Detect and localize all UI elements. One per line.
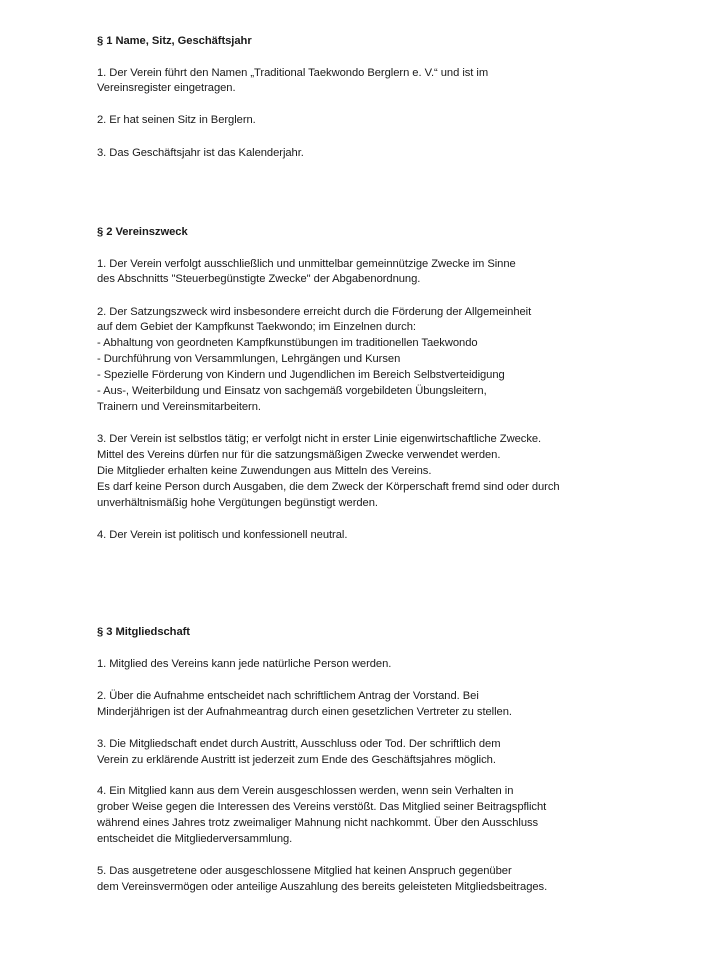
paragraph-line: während eines Jahres trotz zweimaliger Mahnung nicht nachkommt. Über den Ausschluss <box>97 817 539 829</box>
paragraph-line: Trainern und Vereinsmitarbeitern. <box>97 401 261 413</box>
paragraph-line: Die Mitglieder erhalten keine Zuwendungen aus Mitteln des Vereins. <box>97 465 432 477</box>
paragraph-line: 1. Der Verein führt den Namen „Traditional Taekwondo Berglern e. V.“ und ist im <box>97 67 489 79</box>
paragraph-line: Mittel des Vereins dürfen nur für die satzungsmäßigen Zwecke verwendet werden. <box>97 449 501 461</box>
paragraph-line: 3. Das Geschäftsjahr ist das Kalenderjahr. <box>97 147 304 159</box>
list-item: - Durchführung von Versammlungen, Lehrgängen und Kursen <box>97 353 401 365</box>
paragraph-line: grober Weise gegen die Interessen des Vereins verstößt. Das Mitglied seiner Beitragspflicht <box>97 801 547 813</box>
section-heading: § 3 Mitgliedschaft <box>97 626 190 638</box>
paragraph-line: 5. Das ausgetretene oder ausgeschlossene Mitglied hat keinen Anspruch gegenüber <box>97 865 512 877</box>
list-item: - Spezielle Förderung von Kindern und Jugendlichen im Bereich Selbstverteidigung <box>97 369 505 381</box>
paragraph-line: 3. Der Verein ist selbstlos tätig; er verfolgt nicht in erster Linie eigenwirtschaftliche Zwecke. <box>97 433 542 445</box>
paragraph-line: auf dem Gebiet der Kampfkunst Taekwondo; im Einzelnen durch: <box>97 321 416 333</box>
paragraph-line: dem Vereinsvermögen oder anteilige Auszahlung des bereits geleisteten Mitgliedsbeitrages. <box>97 881 548 893</box>
paragraph-line: 1. Mitglied des Vereins kann jede natürliche Person werden. <box>97 658 392 670</box>
paragraph-line: 3. Die Mitgliedschaft endet durch Austritt, Ausschluss oder Tod. Der schriftlich dem <box>97 738 501 750</box>
section-heading: § 2 Vereinszweck <box>97 226 188 238</box>
paragraph-line: des Abschnitts "Steuerbegünstigte Zwecke" der Abgabenordnung. <box>97 273 421 285</box>
section-heading: § 1 Name, Sitz, Geschäftsjahr <box>97 35 252 47</box>
list-item: - Aus-, Weiterbildung und Einsatz von sachgemäß vorgebildeten Übungsleitern, <box>97 385 487 397</box>
paragraph-line: entscheidet die Mitgliederversammlung. <box>97 833 293 845</box>
list-item: - Abhaltung von geordneten Kampfkunstübungen im traditionellen Taekwondo <box>97 337 478 349</box>
paragraph-line: Verein zu erklärende Austritt ist jederzeit zum Ende des Geschäftsjahres möglich. <box>97 754 496 766</box>
paragraph-line: 4. Der Verein ist politisch und konfessionell neutral. <box>97 529 348 541</box>
paragraph-line: Vereinsregister eingetragen. <box>97 82 236 94</box>
paragraph-line: 2. Der Satzungszweck wird insbesondere erreicht durch die Förderung der Allgemeinheit <box>97 306 532 318</box>
paragraph-line: 4. Ein Mitglied kann aus dem Verein ausgeschlossen werden, wenn sein Verhalten in <box>97 785 514 797</box>
paragraph-line: Minderjährigen ist der Aufnahmeantrag durch einen gesetzlichen Vertreter zu stellen. <box>97 706 512 718</box>
paragraph-line: 2. Über die Aufnahme entscheidet nach schriftlichem Antrag der Vorstand. Bei <box>97 690 479 702</box>
paragraph-line: 1. Der Verein verfolgt ausschließlich und unmittelbar gemeinnützige Zwecke im Sinne <box>97 258 516 270</box>
paragraph-line: 2. Er hat seinen Sitz in Berglern. <box>97 114 256 126</box>
paragraph-line: unverhältnismäßig hohe Vergütungen begünstigt werden. <box>97 497 378 509</box>
paragraph-line: Es darf keine Person durch Ausgaben, die dem Zweck der Körperschaft fremd sind oder durch <box>97 481 560 493</box>
